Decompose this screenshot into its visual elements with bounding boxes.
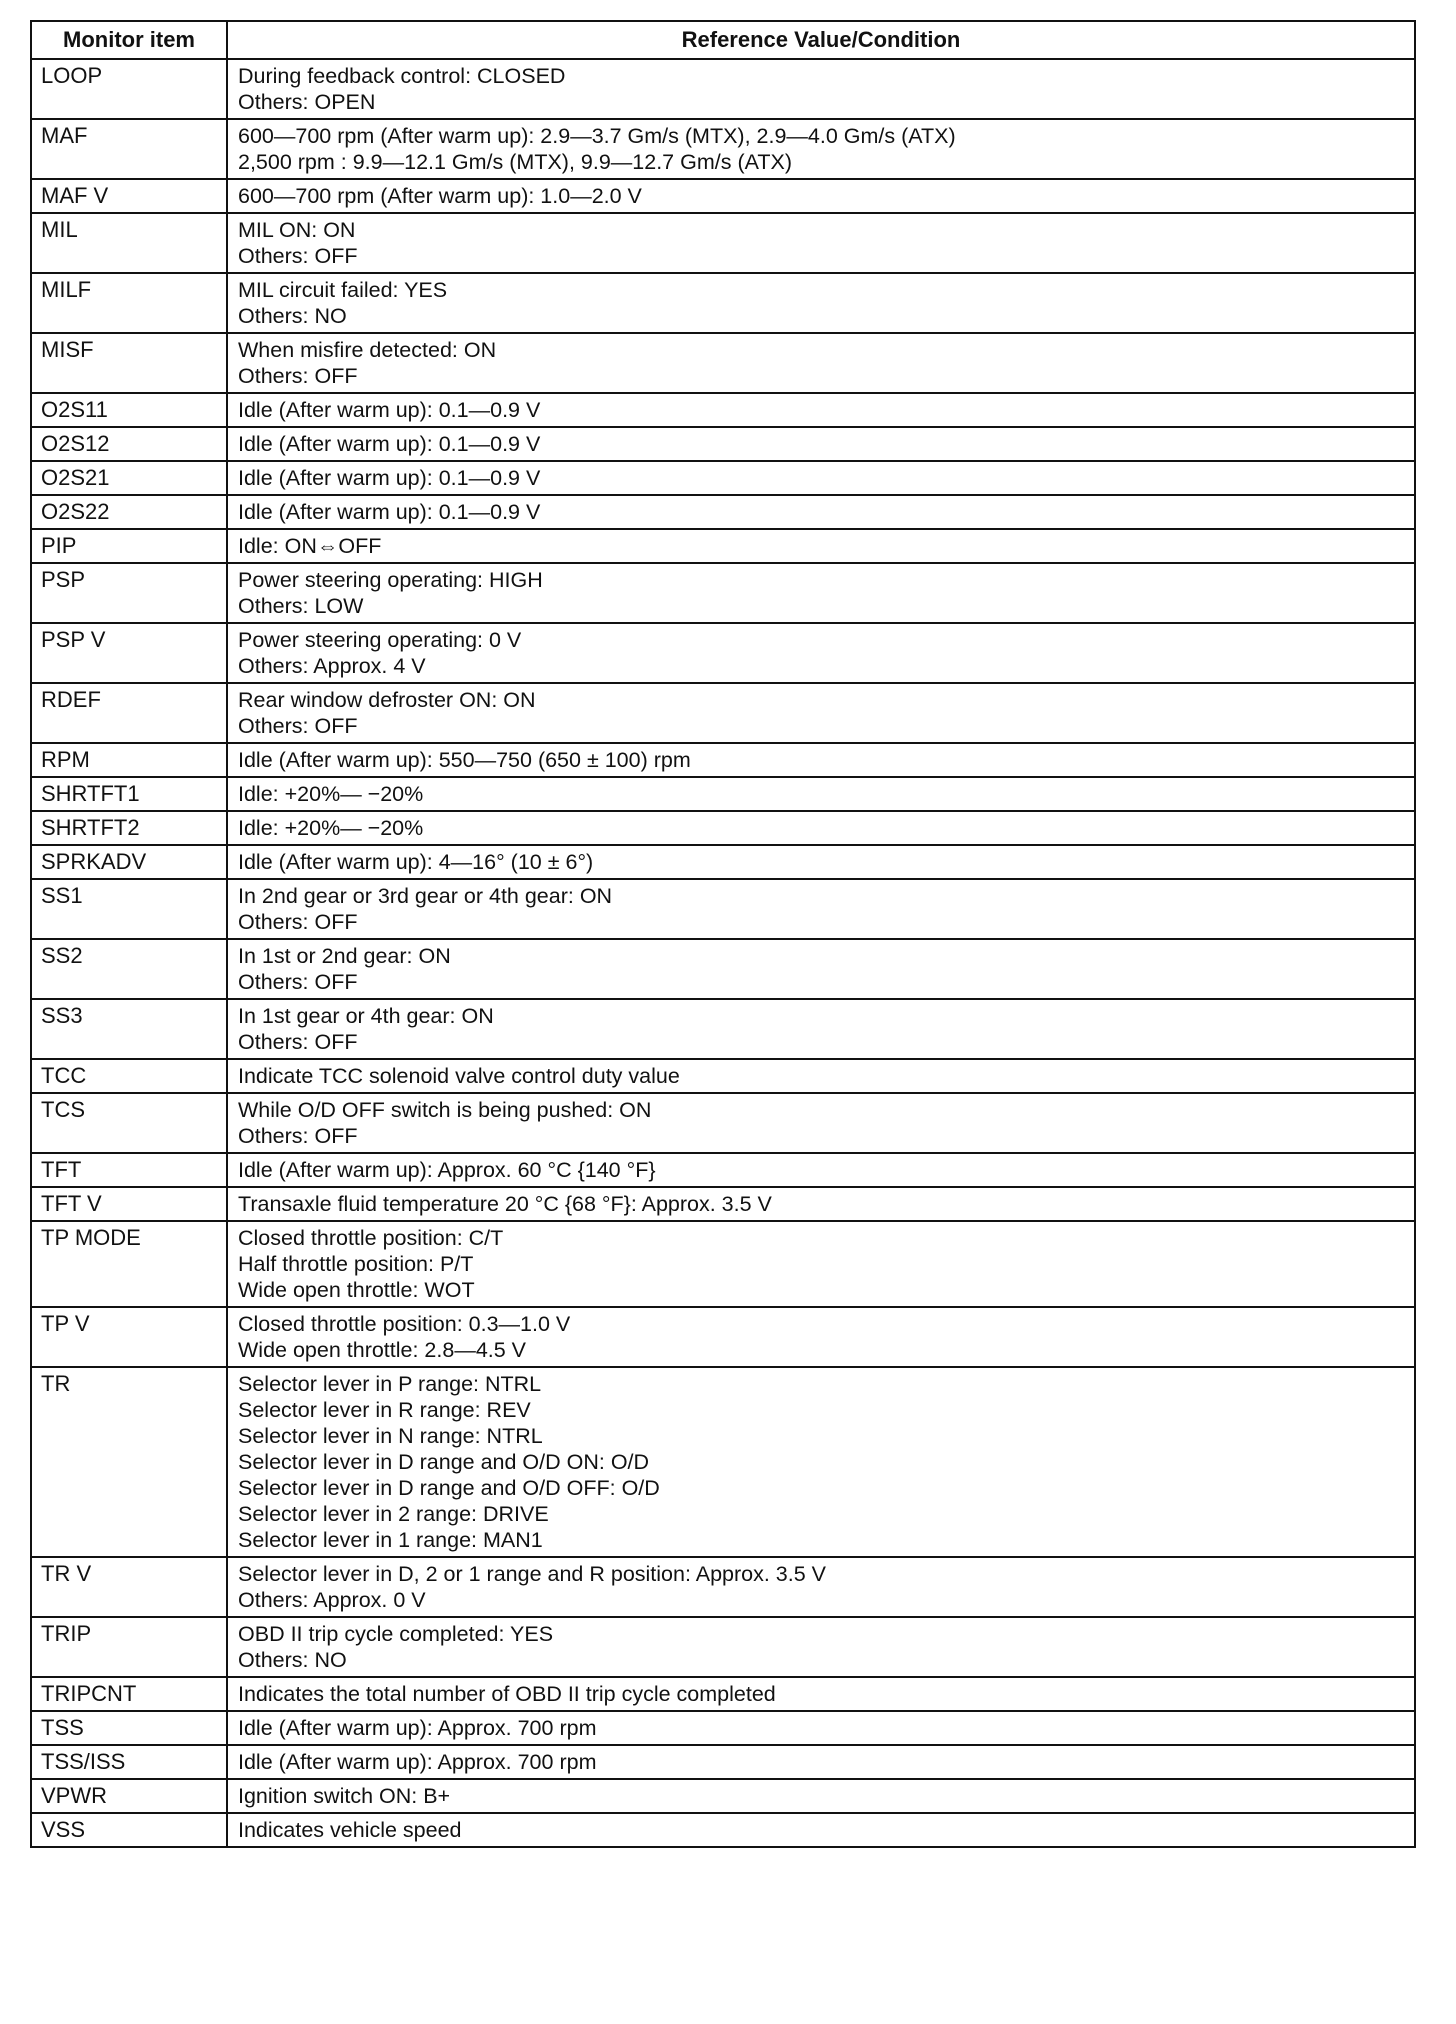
- monitor-item-cell: MIL: [31, 213, 227, 273]
- table-row: [31, 333, 1415, 393]
- reference-value-cell: Rear window defroster ON: ON Others: OFF: [227, 683, 1415, 743]
- table-row: [31, 1367, 1415, 1557]
- monitor-item-cell: VPWR: [31, 1779, 227, 1813]
- reference-value-cell: Idle (After warm up): 4—16° (10 ± 6°): [227, 845, 1415, 879]
- reference-value-cell: Idle (After warm up): 550—750 (650 ± 100) rpm: [227, 743, 1415, 777]
- table-row: [31, 59, 1415, 119]
- monitor-item-cell: PIP: [31, 529, 227, 563]
- table-row: [31, 1059, 1415, 1093]
- table-row: [31, 1617, 1415, 1677]
- reference-value-cell: Idle (After warm up): Approx. 700 rpm: [227, 1711, 1415, 1745]
- reference-value-cell: Closed throttle position: C/T Half throttle position: P/T Wide open throttle: WOT: [227, 1221, 1415, 1307]
- table-row: [31, 999, 1415, 1059]
- reference-value-cell: Idle (After warm up): Approx. 60 °C {140 °F}: [227, 1153, 1415, 1187]
- reference-value-cell: Idle: +20%— −20%: [227, 811, 1415, 845]
- table-row: [31, 1153, 1415, 1187]
- table-body: [31, 59, 1415, 1847]
- table-row: [31, 495, 1415, 529]
- reference-value-cell: Idle (After warm up): 0.1—0.9 V: [227, 461, 1415, 495]
- reference-value-cell: Idle (After warm up): 0.1—0.9 V: [227, 495, 1415, 529]
- reference-value-cell: Idle: ON⇔OFF: [227, 529, 1415, 563]
- monitor-item-cell: O2S22: [31, 495, 227, 529]
- table-row: [31, 273, 1415, 333]
- reference-value-cell: Ignition switch ON: B+: [227, 1779, 1415, 1813]
- reference-value-cell: Selector lever in P range: NTRL Selector lever in R range: REV Selector lever in N range: NTRL Selector lever in D range and O/D ON: O/D Selector lever in D range and O/D OFF: O/D Selector lever in 2 range: DRIVE Selector lever in 1 range: MAN1: [227, 1367, 1415, 1557]
- table-row: [31, 777, 1415, 811]
- reference-value-cell: In 2nd gear or 3rd gear or 4th gear: ON Others: OFF: [227, 879, 1415, 939]
- monitor-item-cell: SHRTFT1: [31, 777, 227, 811]
- reference-value-cell: While O/D OFF switch is being pushed: ON Others: OFF: [227, 1093, 1415, 1153]
- monitor-item-cell: TSS: [31, 1711, 227, 1745]
- monitor-item-cell: LOOP: [31, 59, 227, 119]
- monitor-item-cell: SS3: [31, 999, 227, 1059]
- reference-value-cell: Idle: +20%— −20%: [227, 777, 1415, 811]
- monitor-item-cell: O2S11: [31, 393, 227, 427]
- reference-value-cell: 600—700 rpm (After warm up): 2.9—3.7 Gm/s (MTX), 2.9—4.0 Gm/s (ATX) 2,500 rpm : 9.9—12.1 Gm/s (MTX), 9.9—12.7 Gm/s (ATX): [227, 119, 1415, 179]
- monitor-item-cell: TCS: [31, 1093, 227, 1153]
- table-row: [31, 119, 1415, 179]
- table-row: [31, 563, 1415, 623]
- reference-value-cell: 600—700 rpm (After warm up): 1.0—2.0 V: [227, 179, 1415, 213]
- table-row: [31, 1745, 1415, 1779]
- table-row: [31, 179, 1415, 213]
- monitor-item-cell: TR V: [31, 1557, 227, 1617]
- reference-value-cell: During feedback control: CLOSED Others: OPEN: [227, 59, 1415, 119]
- table-row: [31, 939, 1415, 999]
- reference-value-cell: In 1st gear or 4th gear: ON Others: OFF: [227, 999, 1415, 1059]
- monitor-item-cell: TFT: [31, 1153, 227, 1187]
- monitor-item-cell: SHRTFT2: [31, 811, 227, 845]
- reference-value-cell: Power steering operating: 0 V Others: Approx. 4 V: [227, 623, 1415, 683]
- table-row: [31, 845, 1415, 879]
- table-row: [31, 743, 1415, 777]
- table-row: [31, 1711, 1415, 1745]
- reference-value-cell: Indicates vehicle speed: [227, 1813, 1415, 1847]
- table-row: [31, 1677, 1415, 1711]
- table-row: [31, 879, 1415, 939]
- reference-value-cell: MIL ON: ON Others: OFF: [227, 213, 1415, 273]
- monitor-item-cell: TP MODE: [31, 1221, 227, 1307]
- reference-value-cell: When misfire detected: ON Others: OFF: [227, 333, 1415, 393]
- table-row: [31, 461, 1415, 495]
- table-row: [31, 1187, 1415, 1221]
- reference-value-cell: Idle (After warm up): 0.1—0.9 V: [227, 393, 1415, 427]
- reference-value-cell: In 1st or 2nd gear: ON Others: OFF: [227, 939, 1415, 999]
- table-row: [31, 393, 1415, 427]
- monitor-item-cell: RPM: [31, 743, 227, 777]
- monitor-item-cell: TRIP: [31, 1617, 227, 1677]
- reference-value-cell: Power steering operating: HIGH Others: LOW: [227, 563, 1415, 623]
- table-row: [31, 427, 1415, 461]
- reference-value-cell: Indicate TCC solenoid valve control duty value: [227, 1059, 1415, 1093]
- reference-value-cell: Closed throttle position: 0.3—1.0 V Wide open throttle: 2.8—4.5 V: [227, 1307, 1415, 1367]
- monitor-item-cell: MAF V: [31, 179, 227, 213]
- table-row: [31, 811, 1415, 845]
- monitor-item-cell: SS2: [31, 939, 227, 999]
- table-row: [31, 1093, 1415, 1153]
- monitor-item-cell: TFT V: [31, 1187, 227, 1221]
- monitor-item-cell: MISF: [31, 333, 227, 393]
- monitor-item-cell: TCC: [31, 1059, 227, 1093]
- monitor-item-cell: SS1: [31, 879, 227, 939]
- monitor-item-cell: SPRKADV: [31, 845, 227, 879]
- table-row: [31, 1779, 1415, 1813]
- table-header-row: [31, 21, 1415, 59]
- monitor-item-cell: MAF: [31, 119, 227, 179]
- monitor-item-cell: TSS/ISS: [31, 1745, 227, 1779]
- column-header-reference-value: Reference Value/Condition: [227, 21, 1415, 59]
- reference-value-cell: Idle (After warm up): 0.1—0.9 V: [227, 427, 1415, 461]
- table-row: [31, 529, 1415, 563]
- monitor-item-cell: O2S12: [31, 427, 227, 461]
- table-row: [31, 1307, 1415, 1367]
- reference-value-cell: Selector lever in D, 2 or 1 range and R position: Approx. 3.5 V Others: Approx. 0 V: [227, 1557, 1415, 1617]
- table-row: [31, 1221, 1415, 1307]
- monitor-item-cell: TRIPCNT: [31, 1677, 227, 1711]
- reference-value-cell: Transaxle fluid temperature 20 °C {68 °F}: Approx. 3.5 V: [227, 1187, 1415, 1221]
- monitor-item-cell: VSS: [31, 1813, 227, 1847]
- table-row: [31, 623, 1415, 683]
- monitor-item-cell: RDEF: [31, 683, 227, 743]
- monitor-item-cell: MILF: [31, 273, 227, 333]
- monitor-item-cell: TR: [31, 1367, 227, 1557]
- monitor-reference-table: [30, 20, 1416, 1848]
- table-row: [31, 1813, 1415, 1847]
- monitor-item-cell: PSP: [31, 563, 227, 623]
- table-row: [31, 683, 1415, 743]
- reference-value-cell: OBD II trip cycle completed: YES Others: NO: [227, 1617, 1415, 1677]
- reference-value-cell: MIL circuit failed: YES Others: NO: [227, 273, 1415, 333]
- monitor-item-cell: TP V: [31, 1307, 227, 1367]
- table-row: [31, 213, 1415, 273]
- column-header-monitor-item: Monitor item: [31, 21, 227, 59]
- reference-value-cell: Idle (After warm up): Approx. 700 rpm: [227, 1745, 1415, 1779]
- monitor-item-cell: O2S21: [31, 461, 227, 495]
- monitor-item-cell: PSP V: [31, 623, 227, 683]
- reference-value-cell: Indicates the total number of OBD II trip cycle completed: [227, 1677, 1415, 1711]
- table-row: [31, 1557, 1415, 1617]
